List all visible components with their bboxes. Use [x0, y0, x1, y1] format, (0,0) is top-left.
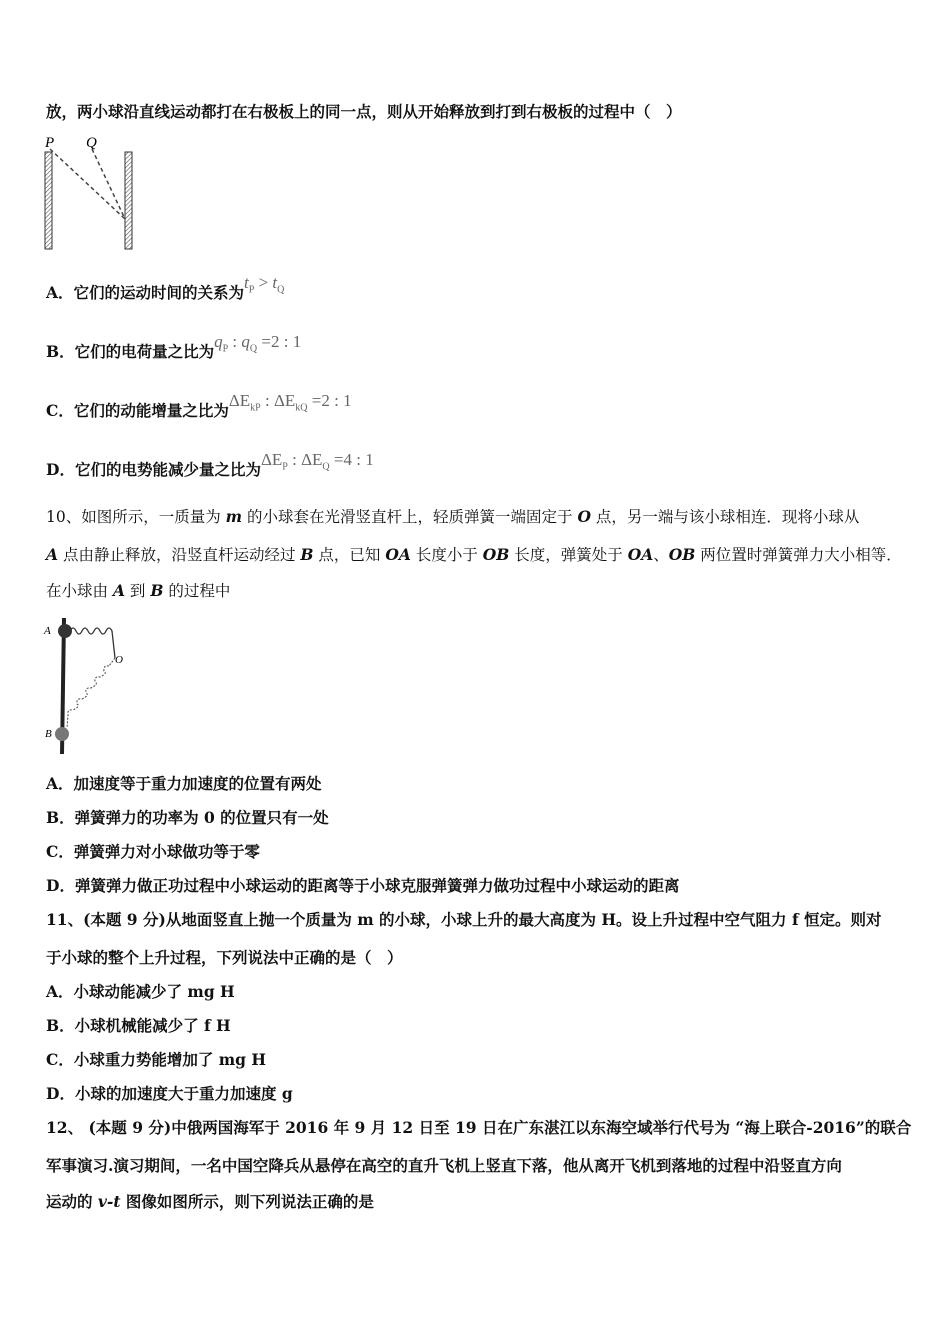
- q9-option-b: B．它们的电荷量之比为$q_P$ : $q_Q =2$ : 1: [46, 332, 302, 361]
- formula-c: $\Delta E_{kP}$ : $\Delta E_{kQ} =2$ : 1: [228, 391, 352, 414]
- q11-option-d: D．小球的加速度大于重力加速度 g: [46, 1084, 293, 1103]
- label-q: Q: [86, 135, 97, 151]
- q10-line3: 在小球由 A 到 B 的过程中: [46, 581, 231, 600]
- formula-b: $q_P$ : $q_Q =2$ : 1: [214, 332, 302, 355]
- label-p: P: [45, 135, 55, 151]
- q12-line2: 军事演习.演习期间，一名中国空降兵从悬停在高空的直升飞机上竖直下落，他从离开飞机到落地的过程中沿竖直方向: [46, 1156, 842, 1175]
- spring-oa: [70, 628, 115, 658]
- label-o: O: [115, 654, 123, 666]
- spring-ob: [67, 658, 115, 728]
- label-a: A: [44, 625, 51, 637]
- q10-line2: A 点由静止释放，沿竖直杆运动经过 B 点，已知 OA 长度小于 OB 长度，弹簧处于 OA、OB 两位置时弹簧弹力大小相等．: [46, 545, 902, 564]
- q10-option-c: C．弹簧弹力对小球做功等于零: [46, 842, 260, 861]
- formula-a: $t_P > t_Q$: [244, 273, 285, 296]
- left-plate: [45, 152, 52, 249]
- q10-option-d: D．弹簧弹力做正功过程中小球运动的距离等于小球克服弹簧弹力做功过程中小球运动的距离: [46, 876, 680, 895]
- q11-option-b: B．小球机械能减少了 f H: [46, 1016, 231, 1035]
- q9-option-d: D．它们的电势能减少量之比为$\Delta E_P$ : $\Delta E_Q =4$ : 1: [46, 450, 374, 479]
- q11-option-c: C．小球重力势能增加了 mg H: [46, 1050, 267, 1069]
- q9-option-c: C．它们的动能增量之比为$\Delta E_{kP}$ : $\Delta E_{kQ} =2$ : 1: [46, 391, 352, 420]
- q10-line1: 10、如图所示，一质量为 m 的小球套在光滑竖直杆上，轻质弹簧一端固定于 O 点，另一端与该小球相连．现将小球从: [46, 507, 860, 526]
- q10-option-a: A．加速度等于重力加速度的位置有两处: [46, 774, 322, 793]
- ball-a: [58, 624, 72, 638]
- q12-line3: 运动的 v-t 图像如图所示，则下列说法正确的是: [46, 1192, 374, 1211]
- ball-b: [55, 727, 69, 741]
- formula-d: $\Delta E_P$ : $\Delta E_Q =4$ : 1: [260, 450, 374, 473]
- q9-option-a: A．它们的运动时间的关系为$t_P > t_Q$: [46, 273, 285, 302]
- q12-line1: 12、 (本题 9 分)中俄两国海军于 2016 年 9 月 12 日至 19 日在广东湛江以东海空域举行代号为 “海上联合-2016”的联合: [46, 1118, 912, 1137]
- q9-intro: 放，两小球沿直线运动都打在右极板上的同一点，则从开始释放到打到右极板的过程中（ ）: [46, 102, 682, 121]
- q11-option-a: A．小球动能减少了 mg H: [46, 982, 235, 1001]
- label-b: B: [45, 728, 52, 740]
- q11-line1: 11、(本题 9 分)从地面竖直上抛一个质量为 m 的小球，小球上升的最大高度为 H。设上升过程中空气阻力 f 恒定。则对: [46, 910, 882, 929]
- q9-figure: [40, 134, 140, 254]
- path-q: [92, 149, 125, 219]
- right-plate: [125, 152, 132, 249]
- q10-figure: [40, 614, 140, 760]
- path-p: [50, 149, 125, 219]
- q10-option-b: B．弹簧弹力的功率为 0 的位置只有一处: [46, 808, 329, 827]
- q11-line2: 于小球的整个上升过程，下列说法中正确的是（ ）: [46, 948, 403, 967]
